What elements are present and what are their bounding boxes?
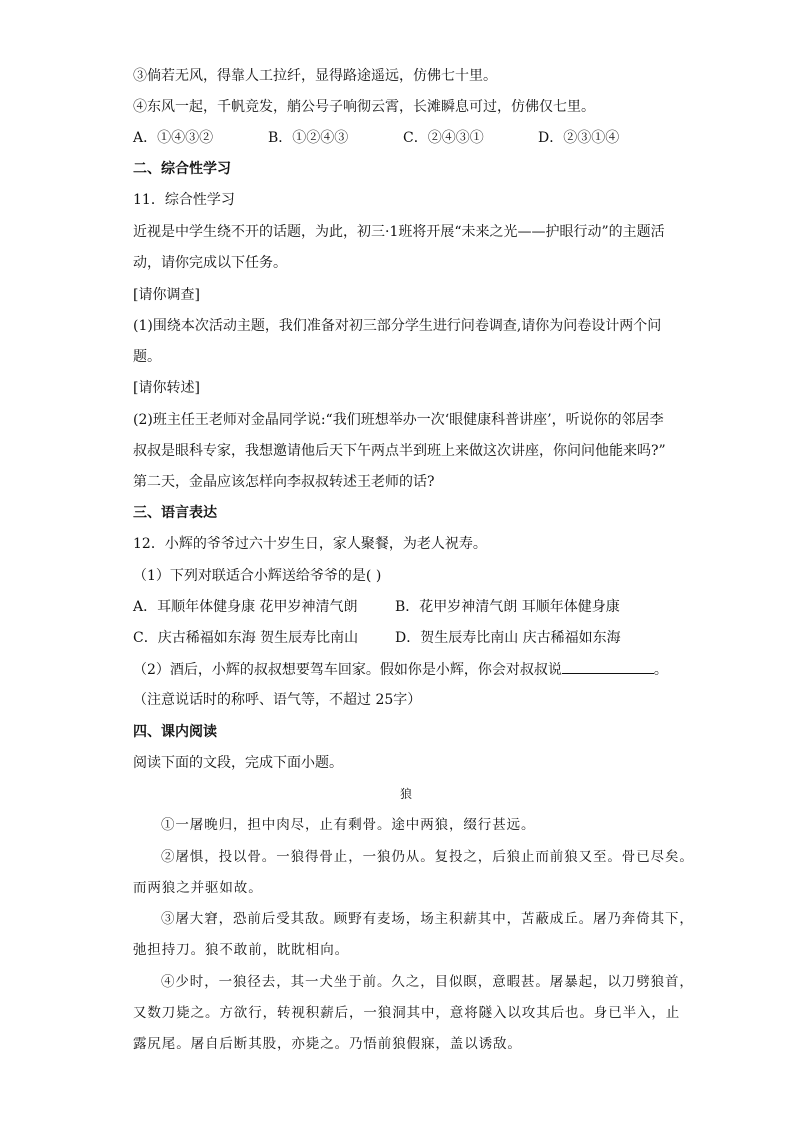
q12-options-row-2: [133, 628, 673, 648]
q12-options-row-1: [133, 597, 673, 617]
q12-option-c[interactable]: C．庆古稀福如东海 贺生辰寿比南山: [133, 630, 359, 646]
q10-item-3: ③倘若无风，得靠人工拉纤，显得路途遥远，仿佛七十里。: [133, 68, 497, 84]
relay-question-line-1: (2)班主任王老师对金晶同学说:“我们班想举办一次‘眼健康科普讲座’，听说你的邻居李: [133, 412, 664, 428]
section-2-heading: 二、综合性学习: [133, 161, 231, 177]
q12-part-2: [133, 659, 673, 680]
passage-paragraph-3-line-1: ③屠大窘，恐前后受其敌。顾野有麦场，场主积薪其中，苫蔽成丘。屠乃奔倚其下，: [161, 911, 694, 927]
passage-paragraph-4-line-2: 又数刀毙之。方欲行，转视积薪后，一狼洞其中，意将隧入以攻其后也。身已半入，止: [133, 1005, 681, 1021]
q12-part-2-note: （注意说话时的称呼、语气等，不超过 25字）: [133, 692, 422, 708]
q10-option-b[interactable]: B．①②④③: [268, 130, 349, 146]
q12-part-2-prompt: （2）酒后，小辉的叔叔想要驾车回家。假如你是小辉，你会对叔叔说: [133, 662, 562, 678]
q11-intro-line-2: 动，请你完成以下任务。: [133, 255, 287, 271]
section-4-heading: 四、课内阅读: [133, 724, 217, 740]
q12-option-a[interactable]: A．耳顺年体健身康 花甲岁神清气朗: [133, 599, 358, 615]
q12-option-b[interactable]: B．花甲岁神清气朗 耳顺年体健身康: [395, 599, 620, 615]
survey-label: [请你调查]: [133, 287, 200, 303]
survey-question-line-1: (1)围绕本次活动主题，我们准备对初三部分学生进行问卷调查,请你为问卷设计两个问: [133, 318, 662, 334]
q10-option-a[interactable]: A．①④③②: [133, 130, 214, 146]
passage-paragraph-4-line-1: ④少时，一狼径去，其一犬坐于前。久之，目似瞑，意暇甚。屠暴起，以刀劈狼首，: [161, 974, 694, 990]
passage-paragraph-4-line-3: 露尻尾。屠自后断其股，亦毙之。乃悟前狼假寐，盖以诱敌。: [133, 1036, 522, 1052]
passage-title: 狼: [400, 787, 413, 801]
answer-blank[interactable]: [562, 659, 654, 674]
q10-options: [133, 128, 673, 148]
relay-label: [请你转述]: [133, 380, 200, 396]
q12-option-d[interactable]: D．贺生辰寿比南山 庆古稀福如东海: [395, 630, 621, 646]
q12-part-2-end: 。: [653, 662, 668, 678]
relay-question-line-2: 叔叔是眼科专家，我想邀请他后天下午两点半到班上来做这次讲座，你问问他能来吗?”: [133, 443, 666, 459]
passage-paragraph-3-line-2: 弛担持刀。狼不敢前，眈眈相向。: [133, 942, 349, 958]
q10-item-4: ④东风一起，千帆竞发，艄公号子响彻云霄，长滩瞬息可过，仿佛仅七里。: [133, 99, 595, 115]
passage-paragraph-2-line-1: ②屠惧，投以骨。一狼得骨止，一狼仍从。复投之，后狼止而前狼又至。骨已尽矣。: [161, 849, 694, 865]
section-3-heading: 三、语言表达: [133, 505, 217, 521]
reading-instruction: 阅读下面的文段，完成下面小题。: [133, 755, 343, 771]
q12-stem: 12．小辉的爷爷过六十岁生日，家人聚餐，为老人祝寿。: [133, 536, 487, 552]
q11-intro-line-1: 近视是中学生绕不开的话题，为此，初三·1班将开展“未来之光——护眼行动”的主题活: [133, 224, 665, 240]
q12-part-1: （1）下列对联适合小辉送给爷爷的是( ): [133, 568, 382, 584]
q11-title: 11．综合性学习: [133, 192, 235, 208]
q10-option-d[interactable]: D．②③①④: [538, 130, 620, 146]
survey-question-line-2: 题。: [133, 349, 161, 365]
passage-paragraph-1: ①一屠晚归，担中肉尽，止有剩骨。途中两狼，缀行甚远。: [161, 817, 536, 833]
relay-question-line-3: 第二天，金晶应该怎样向李叔叔转述王老师的话?: [133, 474, 435, 490]
q10-option-c[interactable]: C．②④③①: [403, 130, 484, 146]
passage-paragraph-2-line-2: 而两狼之并驱如故。: [133, 880, 263, 896]
